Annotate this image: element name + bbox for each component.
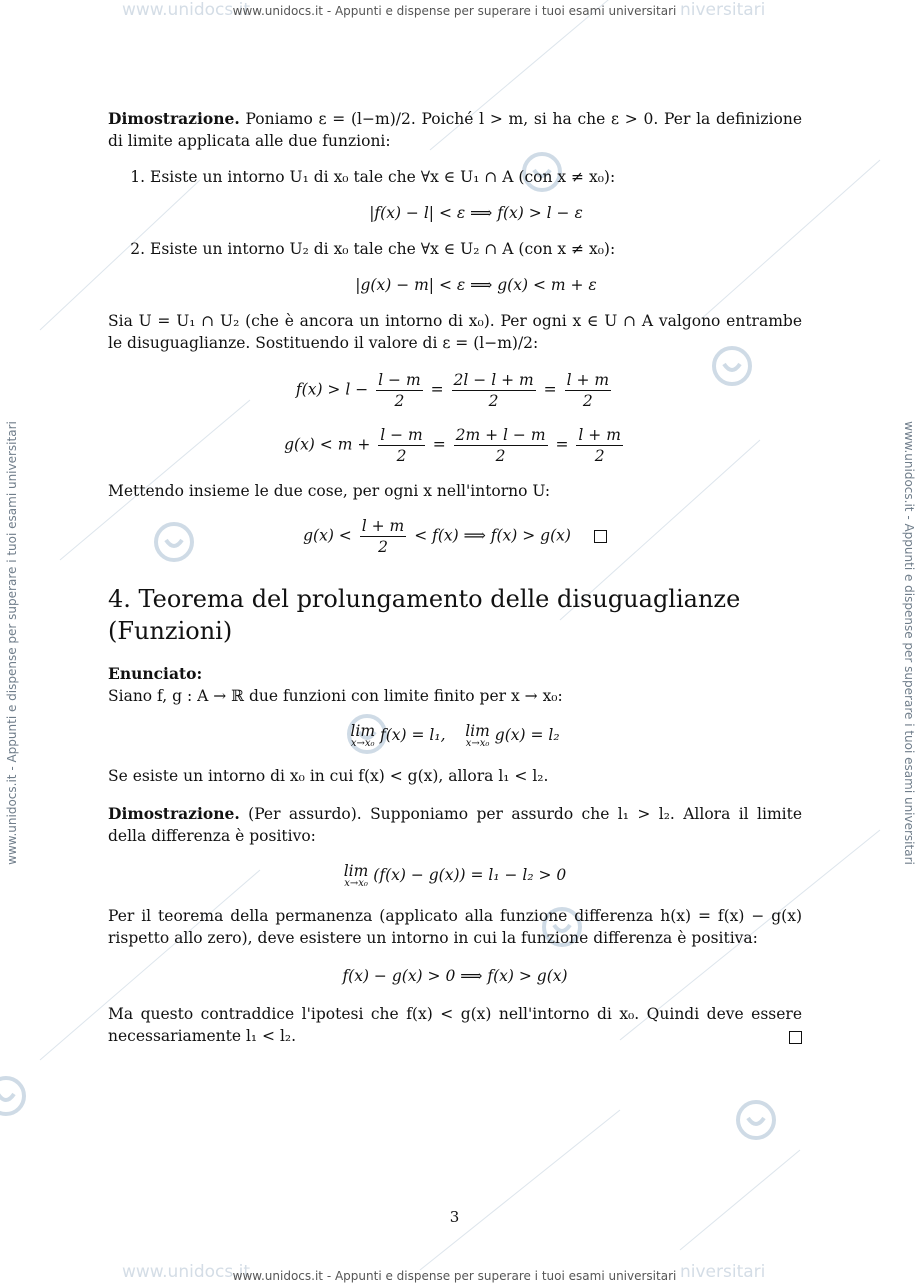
equation: f(x) − g(x) > 0 ⟹ f(x) > g(x) — [342, 967, 568, 985]
statement-label: Enunciato: — [108, 664, 203, 683]
page-number: 3 — [449, 1208, 460, 1226]
paragraph: Se esiste un intorno di x₀ in cui f(x) < g(x), allora l₁ < l₂. — [108, 767, 549, 785]
proof1-list — [108, 166, 802, 296]
watermark-footer: www.unidocs.it - Appunti e dispense per superare i tuoi esami universitari — [232, 1269, 677, 1283]
proof1-label: Dimostrazione. — [108, 109, 240, 128]
watermark-side-left: www.unidocs.it - Appunti e dispense per superare i tuoi esami universitari — [4, 421, 19, 865]
equation: lim x→x₀ f(x) = l₁, lim x→x₀ g(x) = l₂ — [350, 722, 560, 749]
paragraph: Dimostrazione. (Per assurdo). Supponiamo per assurdo che l₁ > l₂. Allora il limite della differenza è positivo: — [108, 804, 802, 845]
equation: f(x) > l − $\frac{l - m}{2}$ = $\frac{2l - l + m}{2}$ = $\frac{l + m}{2}$ — [295, 371, 610, 410]
unidocs-logo-icon — [734, 1098, 778, 1142]
proof1-intro: Dimostrazione. Poniamo ε = (l−m)/2. Poiché l > m, si ha che ε > 0. Per la definizione di limite applicata alle due funzioni: — [108, 109, 802, 150]
equation: g(x) < $\frac{l + m}{2}$ < f(x) ⟹ f(x) > g(x) — [108, 516, 802, 557]
section-title: 4. Teorema del prolungamento delle disuguaglianze (Funzioni) — [108, 585, 741, 645]
paragraph: Sia U = U₁ ∩ U₂ (che è ancora un intorno di x₀). Per ogni x ∈ U ∩ A valgono entrambe le disuguaglianze. Sostituendo il valore di ε = (l−m)/2: — [108, 312, 802, 352]
paragraph: Ma questo contraddice l'ipotesi che f(x) < g(x) nell'intorno di x₀. Quindi deve essere necessariamente l₁ < l₂. — [108, 1005, 802, 1045]
watermark-header: www.unidocs.it - Appunti e dispense per superare i tuoi esami universitari — [232, 4, 677, 18]
list-item: 2. Esiste un intorno U₂ di x₀ tale che ∀x ∈ U₂ ∩ A (con x ≠ x₀): |g(x) − m| < ε ⟹ g(x) < m + ε — [150, 238, 802, 296]
paragraph: Siano f, g : A → ℝ due funzioni con limite finito per x → x₀: — [108, 687, 563, 705]
proof2-label: Dimostrazione. — [108, 804, 240, 823]
watermark-side-right: www.unidocs.it - Appunti e dispense per superare i tuoi esami universitari — [901, 421, 916, 865]
paragraph: Mettendo insieme le due cose, per ogni x nell'intorno U: — [108, 482, 551, 500]
list-item: 1. Esiste un intorno U₁ di x₀ tale che ∀x ∈ U₁ ∩ A (con x ≠ x₀): |f(x) − l| < ε ⟹ f(x) > l − ε — [150, 166, 802, 224]
watermark-faded-left: www.unidocs.it — [122, 0, 251, 20]
unidocs-logo-icon — [0, 1074, 28, 1118]
document-body — [108, 108, 802, 1047]
equation: |f(x) − l| < ε ⟹ f(x) > l − ε — [369, 204, 583, 222]
equation: |g(x) − m| < ε ⟹ g(x) < m + ε — [355, 276, 597, 294]
paragraph: Per il teorema della permanenza (applicato alla funzione differenza h(x) = f(x) − g(x) rispetto allo zero), deve esistere un intorno in cui la funzione differenza è positiva: — [108, 907, 802, 947]
watermark-faded-right: niversitari — [680, 0, 766, 20]
qed-symbol — [789, 1031, 802, 1044]
watermark-faded-bottom-right: niversitari — [680, 1262, 766, 1282]
watermark-faded-bottom-left: www.unidocs.it — [122, 1262, 251, 1282]
qed-symbol — [594, 530, 607, 543]
equation: lim x→x₀ (f(x) − g(x)) = l₁ − l₂ > 0 — [343, 862, 567, 889]
equation: g(x) < m + $\frac{l - m}{2}$ = $\frac{2m + l - m}{2}$ = $\frac{l + m}{2}$ — [284, 426, 621, 465]
